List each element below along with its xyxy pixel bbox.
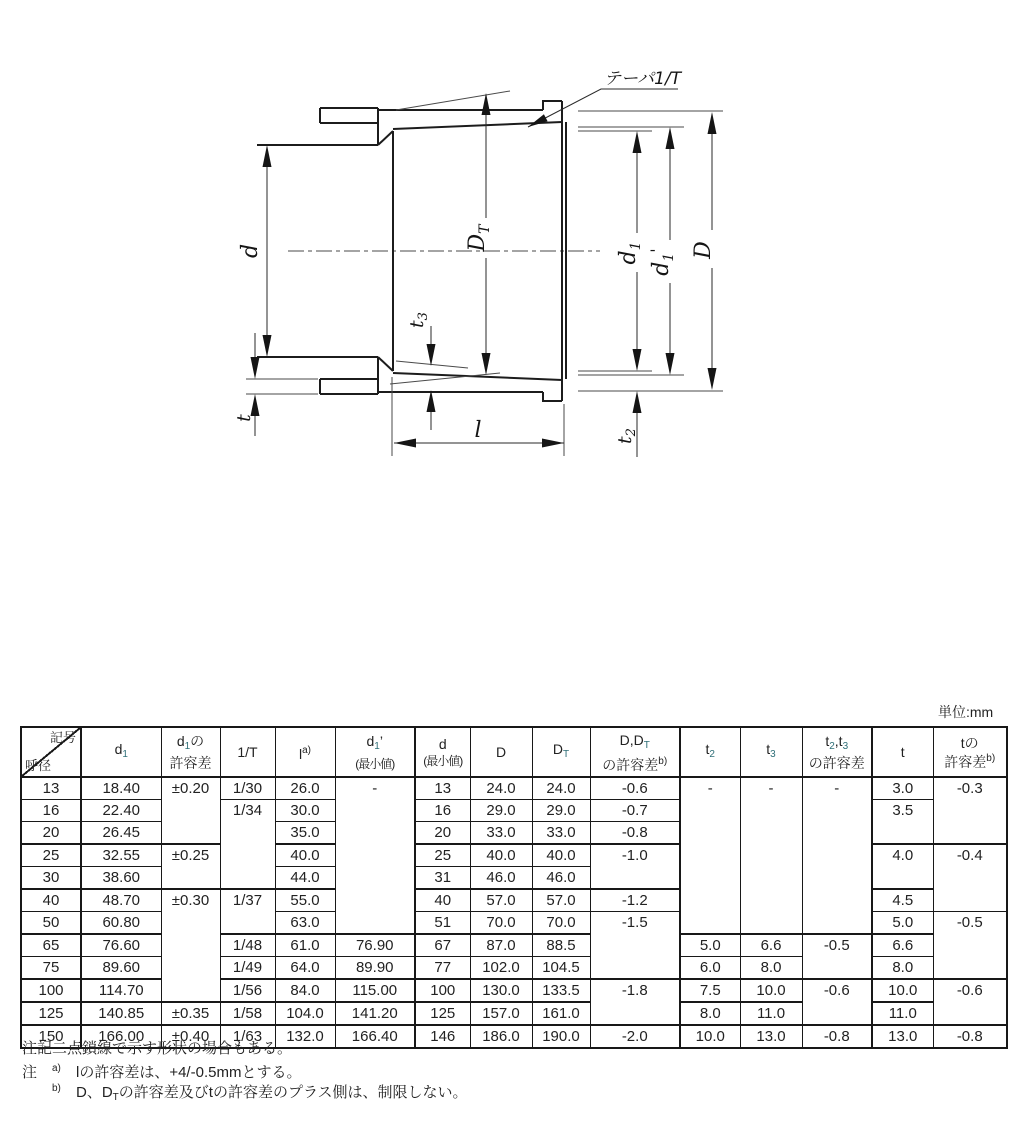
col-header-l: $l^{a)}$ bbox=[275, 727, 335, 777]
label-t: t bbox=[233, 414, 255, 422]
cell-r100-c10: 7.5 bbox=[680, 979, 740, 1002]
corner-label-symbol: 記号 bbox=[49, 730, 76, 745]
cell-r13-c14: -0.3 bbox=[933, 777, 1007, 844]
cell-r100-c7: 130.0 bbox=[470, 979, 532, 1002]
cell-r100-c6: 100 bbox=[415, 979, 470, 1002]
cell-r100-c12: -0.6 bbox=[802, 979, 872, 1025]
cell-r30-c1: 38.60 bbox=[81, 867, 161, 890]
cell-r25-c8: 40.0 bbox=[532, 844, 590, 867]
cell-r16-c8: 29.0 bbox=[532, 800, 590, 822]
cell-r150-c9: -2.0 bbox=[590, 1025, 680, 1048]
cell-r150-c10: 10.0 bbox=[680, 1025, 740, 1048]
cell-r25-c7: 40.0 bbox=[470, 844, 532, 867]
cell-r16-c1: 22.40 bbox=[81, 800, 161, 822]
cell-r20-c9: -0.8 bbox=[590, 822, 680, 845]
cell-r40-c8: 57.0 bbox=[532, 889, 590, 912]
cell-r75-c7: 102.0 bbox=[470, 957, 532, 980]
cell-r13-c2: ±0.20 bbox=[161, 777, 220, 844]
cell-r100-c5: 115.00 bbox=[335, 979, 415, 1002]
corner-header bbox=[21, 727, 81, 777]
cell-r13-c9: -0.6 bbox=[590, 777, 680, 800]
cell-r25-c0: 25 bbox=[21, 844, 81, 867]
cell-r100-c1: 114.70 bbox=[81, 979, 161, 1002]
cell-r20-c6: 20 bbox=[415, 822, 470, 845]
cell-r65-c13: 6.6 bbox=[872, 934, 933, 957]
notes bbox=[22, 1039, 468, 1103]
taper-callout bbox=[528, 69, 683, 127]
cell-r13-c10: - bbox=[680, 777, 740, 934]
extension-lines-left bbox=[246, 379, 318, 394]
cell-r13-c13: 3.0 bbox=[872, 777, 933, 800]
cell-r150-c7: 186.0 bbox=[470, 1025, 532, 1048]
cell-r50-c13: 5.0 bbox=[872, 912, 933, 935]
cell-r13-c1: 18.40 bbox=[81, 777, 161, 800]
dimension-t2 bbox=[614, 391, 642, 457]
cell-r150-c4: 132.0 bbox=[275, 1025, 335, 1048]
dimension-t bbox=[233, 333, 260, 436]
dimension-t3 bbox=[406, 312, 436, 430]
cell-r13-c11: - bbox=[740, 777, 802, 934]
cell-r150-c5: 166.40 bbox=[335, 1025, 415, 1048]
dimension-table bbox=[20, 726, 1008, 1049]
cell-r30-c7: 46.0 bbox=[470, 867, 532, 890]
col-header-DDTtol: $D,D_T$ の許容差$^{b)}$ bbox=[590, 727, 680, 777]
cell-r125-c0: 125 bbox=[21, 1002, 81, 1025]
cell-r75-c3: 1/49 bbox=[220, 957, 275, 980]
cell-r50-c9: -1.5 bbox=[590, 912, 680, 980]
note-line-3 bbox=[22, 1079, 468, 1103]
cell-r75-c0: 75 bbox=[21, 957, 81, 980]
cell-r125-c11: 11.0 bbox=[740, 1002, 802, 1025]
cell-r150-c0: 150 bbox=[21, 1025, 81, 1048]
cell-r25-c14: -0.4 bbox=[933, 844, 1007, 912]
cell-r25-c2: ±0.25 bbox=[161, 844, 220, 889]
socket-dimension-drawing bbox=[0, 0, 1024, 540]
cell-r50-c1: 60.80 bbox=[81, 912, 161, 935]
note-superscript: b) bbox=[52, 1083, 61, 1094]
cell-r13-c4: 26.0 bbox=[275, 777, 335, 800]
cell-r150-c1: 166.00 bbox=[81, 1025, 161, 1048]
label-l: l bbox=[474, 418, 482, 443]
cell-r100-c11: 10.0 bbox=[740, 979, 802, 1002]
cell-r150-c14: -0.8 bbox=[933, 1025, 1007, 1048]
note-text: 二点鎖線で示す形状の場合もある。 bbox=[52, 1040, 293, 1057]
cell-r65-c1: 76.60 bbox=[81, 934, 161, 957]
cell-r20-c1: 26.45 bbox=[81, 822, 161, 845]
cell-r65-c3: 1/48 bbox=[220, 934, 275, 957]
cell-r150-c12: -0.8 bbox=[802, 1025, 872, 1048]
col-header-t3: $t_3$ bbox=[740, 727, 802, 777]
cell-r25-c4: 40.0 bbox=[275, 844, 335, 867]
note-text: lの許容差は、+4/-0.5mmとする。 bbox=[76, 1064, 302, 1081]
cell-r40-c6: 40 bbox=[415, 889, 470, 912]
unit-label: 単位:mm bbox=[938, 704, 994, 720]
cell-r20-c7: 33.0 bbox=[470, 822, 532, 845]
taper-reference-line bbox=[396, 361, 468, 368]
cell-r50-c8: 70.0 bbox=[532, 912, 590, 935]
col-header-t2: $t_2$ bbox=[680, 727, 740, 777]
cell-r100-c13: 10.0 bbox=[872, 979, 933, 1002]
col-header-d1tol: $d_1$の 許容差 bbox=[161, 727, 220, 777]
cell-r125-c1: 140.85 bbox=[81, 1002, 161, 1025]
cell-r13-c12: - bbox=[802, 777, 872, 934]
cell-r50-c0: 50 bbox=[21, 912, 81, 935]
note-label: 注 bbox=[22, 1064, 38, 1081]
cell-r16-c9: -0.7 bbox=[590, 800, 680, 822]
cell-r50-c14: -0.5 bbox=[933, 912, 1007, 980]
col-header-t: t bbox=[872, 727, 933, 777]
cell-r65-c7: 87.0 bbox=[470, 934, 532, 957]
cell-r13-c7: 24.0 bbox=[470, 777, 532, 800]
cell-r30-c4: 44.0 bbox=[275, 867, 335, 890]
cell-r125-c7: 157.0 bbox=[470, 1002, 532, 1025]
cell-r150-c11: 13.0 bbox=[740, 1025, 802, 1048]
label-d1: $d_1$ bbox=[616, 241, 644, 265]
dimension-d1-prime bbox=[647, 127, 677, 375]
cell-r100-c9: -1.8 bbox=[590, 979, 680, 1025]
cell-r150-c2: ±0.40 bbox=[161, 1025, 220, 1048]
cell-r150-c8: 190.0 bbox=[532, 1025, 590, 1048]
cell-r50-c4: 63.0 bbox=[275, 912, 335, 935]
cell-r65-c12: -0.5 bbox=[802, 934, 872, 979]
cell-r100-c8: 133.5 bbox=[532, 979, 590, 1002]
cell-r20-c0: 20 bbox=[21, 822, 81, 845]
cell-r65-c4: 61.0 bbox=[275, 934, 335, 957]
cell-r30-c8: 46.0 bbox=[532, 867, 590, 890]
cell-r40-c1: 48.70 bbox=[81, 889, 161, 912]
cell-r40-c2: ±0.30 bbox=[161, 889, 220, 1002]
cell-r25-c13: 4.0 bbox=[872, 844, 933, 889]
cell-r20-c8: 33.0 bbox=[532, 822, 590, 845]
cell-r50-c6: 51 bbox=[415, 912, 470, 935]
note-line-1 bbox=[22, 1039, 468, 1059]
cell-r100-c0: 100 bbox=[21, 979, 81, 1002]
cell-r75-c6: 77 bbox=[415, 957, 470, 980]
label-d: d bbox=[238, 243, 263, 259]
cell-r40-c4: 55.0 bbox=[275, 889, 335, 912]
cell-r75-c10: 6.0 bbox=[680, 957, 740, 980]
cell-r65-c6: 67 bbox=[415, 934, 470, 957]
cell-r40-c9: -1.2 bbox=[590, 889, 680, 912]
col-header-D: D bbox=[470, 727, 532, 777]
extension-lines-bottom bbox=[392, 377, 564, 456]
cell-r16-c13: 3.5 bbox=[872, 800, 933, 845]
cell-r25-c1: 32.55 bbox=[81, 844, 161, 867]
cell-r20-c4: 35.0 bbox=[275, 822, 335, 845]
col-header-ttol: tの 許容差$^{b)}$ bbox=[933, 727, 1007, 777]
table-row-13 bbox=[21, 777, 1007, 800]
label-D: D bbox=[691, 241, 716, 259]
cell-r40-c13: 4.5 bbox=[872, 889, 933, 912]
cell-r100-c14: -0.6 bbox=[933, 979, 1007, 1025]
cell-r13-c8: 24.0 bbox=[532, 777, 590, 800]
dimension-DT bbox=[465, 93, 493, 375]
cell-r125-c2: ±0.35 bbox=[161, 1002, 220, 1025]
cell-r75-c4: 64.0 bbox=[275, 957, 335, 980]
col-header-d1p: $d_1$’ (最小値) bbox=[335, 727, 415, 777]
cell-r40-c0: 40 bbox=[21, 889, 81, 912]
cell-r100-c3: 1/56 bbox=[220, 979, 275, 1002]
cell-r13-c6: 13 bbox=[415, 777, 470, 800]
cell-r125-c8: 161.0 bbox=[532, 1002, 590, 1025]
cell-r16-c7: 29.0 bbox=[470, 800, 532, 822]
label-DT: $D_T$ bbox=[465, 224, 493, 252]
cell-r100-c4: 84.0 bbox=[275, 979, 335, 1002]
cell-r65-c5: 76.90 bbox=[335, 934, 415, 957]
cell-r150-c3: 1/63 bbox=[220, 1025, 275, 1048]
cell-r75-c13: 8.0 bbox=[872, 957, 933, 980]
col-header-t23tol: $t_2,t_3$ の許容差 bbox=[802, 727, 872, 777]
cell-r150-c6: 146 bbox=[415, 1025, 470, 1048]
cell-r30-c6: 31 bbox=[415, 867, 470, 890]
col-header-taper: 1/T bbox=[220, 727, 275, 777]
dimension-l bbox=[394, 418, 564, 448]
note-line-2 bbox=[22, 1059, 468, 1079]
cell-r40-c7: 57.0 bbox=[470, 889, 532, 912]
cell-r75-c5: 89.90 bbox=[335, 957, 415, 980]
corner-label-nominal: 呼径 bbox=[25, 758, 52, 773]
cell-r16-c3: 1/34 bbox=[220, 800, 275, 890]
note-text: D、$D_T$の許容差及びtの許容差のプラス側は、制限しない。 bbox=[76, 1084, 468, 1103]
taper-label: テーパ1/T bbox=[604, 69, 682, 89]
cell-r65-c11: 6.6 bbox=[740, 934, 802, 957]
cell-r16-c6: 16 bbox=[415, 800, 470, 822]
col-header-d1: $d_1$ bbox=[81, 727, 161, 777]
cell-r25-c6: 25 bbox=[415, 844, 470, 867]
cell-r125-c13: 11.0 bbox=[872, 1002, 933, 1025]
cell-r125-c3: 1/58 bbox=[220, 1002, 275, 1025]
cell-r125-c6: 125 bbox=[415, 1002, 470, 1025]
col-header-dmin: d (最小値) bbox=[415, 727, 470, 777]
dimension-D bbox=[691, 112, 717, 390]
cell-r40-c3: 1/37 bbox=[220, 889, 275, 934]
note-superscript: a) bbox=[52, 1063, 61, 1074]
label-d1-prime: $d_1'$ bbox=[647, 248, 677, 276]
cell-r16-c0: 16 bbox=[21, 800, 81, 822]
cell-r13-c3: 1/30 bbox=[220, 777, 275, 800]
cell-r75-c8: 104.5 bbox=[532, 957, 590, 980]
cell-r13-c0: 13 bbox=[21, 777, 81, 800]
cell-r75-c1: 89.60 bbox=[81, 957, 161, 980]
cell-r16-c4: 30.0 bbox=[275, 800, 335, 822]
cell-r65-c8: 88.5 bbox=[532, 934, 590, 957]
note-label: 注記 bbox=[22, 1040, 53, 1057]
dimension-d bbox=[238, 145, 272, 357]
cell-r75-c11: 8.0 bbox=[740, 957, 802, 980]
cell-r65-c10: 5.0 bbox=[680, 934, 740, 957]
cell-r150-c13: 13.0 bbox=[872, 1025, 933, 1048]
cell-r125-c4: 104.0 bbox=[275, 1002, 335, 1025]
dimension-d1 bbox=[616, 131, 644, 371]
cell-r65-c0: 65 bbox=[21, 934, 81, 957]
cell-r125-c5: 141.20 bbox=[335, 1002, 415, 1025]
cell-r13-c5: - bbox=[335, 777, 415, 934]
taper-extension-upper bbox=[396, 91, 510, 110]
label-t3: $t_3$ bbox=[406, 312, 431, 328]
col-header-DT: $D_T$ bbox=[532, 727, 590, 777]
cell-r25-c9: -1.0 bbox=[590, 844, 680, 889]
label-t2: $t_2$ bbox=[614, 428, 639, 444]
cell-r50-c7: 70.0 bbox=[470, 912, 532, 935]
cell-r30-c0: 30 bbox=[21, 867, 81, 890]
cell-r125-c10: 8.0 bbox=[680, 1002, 740, 1025]
